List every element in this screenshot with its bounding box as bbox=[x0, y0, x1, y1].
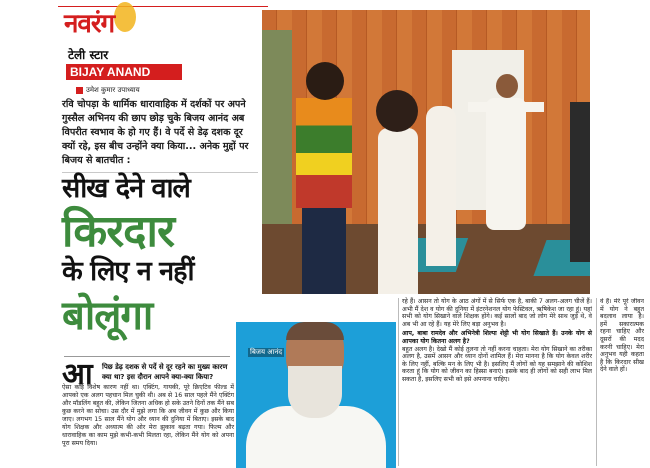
bijay-anand-portrait bbox=[236, 322, 396, 468]
article-column-middle bbox=[402, 298, 592, 384]
drop-cap: आ bbox=[62, 357, 93, 392]
column-divider bbox=[398, 298, 399, 466]
photo-student bbox=[426, 106, 456, 266]
column-paragraph: रहे हैं। आसन तो योग के आठ अंगों में से सिर्फ एक है, बाकी 7 अलग-अलग चीजें हैं। अभी मैं देश व योग की दुनिया में इंटरनेशनल योग फेस्टिवल, ऋषिकेश जा रहा हूं। यहां सभी को योग सिखाने वाले शिक्षक होंगे। कई सालों बाद जो लोग मेरे साथ जुड़े थे, वे अब भी आ रहे हैं। यह मेरे लिए बड़ा अनुभव है। bbox=[402, 298, 592, 328]
photo-student bbox=[570, 102, 590, 262]
article-column-right: वे हैं। मेरे पूरे जीवन में योग ने बहुत बदलाव लाया है। हमें सकारात्मक रहना चाहिए और दूसरों की मदद करनी चाहिए। मेरा अनुभव यही कहता है कि किरदार सीख देने वाले हों। bbox=[600, 298, 644, 374]
masthead-logo bbox=[64, 4, 184, 38]
yoga-class-photo bbox=[262, 10, 590, 294]
photo-student-striped bbox=[294, 62, 352, 294]
intro-paragraph: रवि चोपड़ा के धार्मिक धारावाहिक में दर्शकों पर अपने गुस्सैल अभिनय की छाप छोड़ चुके बिजय आनंद अब विपरीत स्वभाव के हो गए हैं। वे पर्दे से डेढ़ दशक दूर क्यों रहे, इस बीच उन्होंने क्या किया... अनेक मुद्दों पर बिजय से बातचीत : bbox=[62, 99, 249, 166]
interview-question: पिछ डेढ़ दशक से पर्दे से दूर रहने का मुख्य कारण क्या था? इस दौरान आपने क्या-क्या किया? bbox=[102, 363, 228, 381]
photo-instructor bbox=[476, 74, 536, 230]
logo-text: नवरंग bbox=[64, 9, 115, 39]
photo-student bbox=[374, 90, 420, 294]
logo-swirl-icon bbox=[114, 2, 136, 32]
column-paragraph: बहुत अलग है। देखो मैं कोई तुलना तो नहीं करना चाहता। मेरा योग सिखाने का तरीका अलग है, उसमें आसन और ध्यान दोनों शामिल हैं। मेरा मानना है कि योग केवल शरीर के लिए नहीं, बल्कि मन के लिए भी है। इसलिए मैं लोगों को यह समझाने की कोशिश करता हूं कि योग को जीवन का हिस्सा बनाएं। इसके बाद ही लोगों को सही लाभ मिल सकता है, इसलिए सभी को इसे अपनाना चाहिए। bbox=[402, 345, 592, 383]
interview-question: आप, बाबा रामदेव और अभिनेत्री शिल्पा शेट्टी भी योग सिखाते हैं। उनके योग से आपका योग कितना अलग है? bbox=[402, 330, 592, 345]
photo-window bbox=[262, 30, 292, 230]
headline-line-2: किरदार bbox=[62, 206, 174, 257]
headline-line-1: सीख देने वाले bbox=[62, 173, 190, 204]
portrait-hair bbox=[286, 322, 344, 340]
section-label: टेली स्टार bbox=[68, 48, 109, 62]
headline-line-4: बोलूंगा bbox=[62, 293, 153, 339]
headline-line-3: के लिए न नहीं bbox=[62, 256, 194, 287]
byline: उमेश कुमार उपाध्याय bbox=[86, 86, 140, 94]
byline-bullet bbox=[76, 87, 83, 94]
portrait-beard bbox=[288, 366, 342, 418]
column-divider bbox=[596, 298, 597, 466]
interview-answer: ऐसा कोई विशेष कारण नहीं था। एक्टिंग, गायकी, पूरे क्रिएटिव फील्ड में आपको एक अलग पहचान मिल चुकी थी। अब से 16 साल पहले मैंने एक्टिंग और मॉडलिंग बहुत की, लेकिन जितना अधिक हो सके उतने दिनों तक मैंने सब कुछ करने का सोचा। उस दौर में मुझे लगा कि अब जीवन में कुछ और किया जाए। लगभग 15 साल मैंने योग और ध्यान की दुनिया में बिताए। इसके बाद योग शिक्षक और अध्यात्म की ओर मेरा झुकाव बढ़ता गया। फिल्म और धारावाहिक का काम मुझे कभी-कभी मिलता रहा, लेकिन मैंने योग को अपना पूरा समय दिया। bbox=[62, 384, 234, 447]
portrait-caption: बिजय आनंद bbox=[250, 348, 283, 356]
name-banner: BIJAY ANAND bbox=[66, 64, 182, 80]
